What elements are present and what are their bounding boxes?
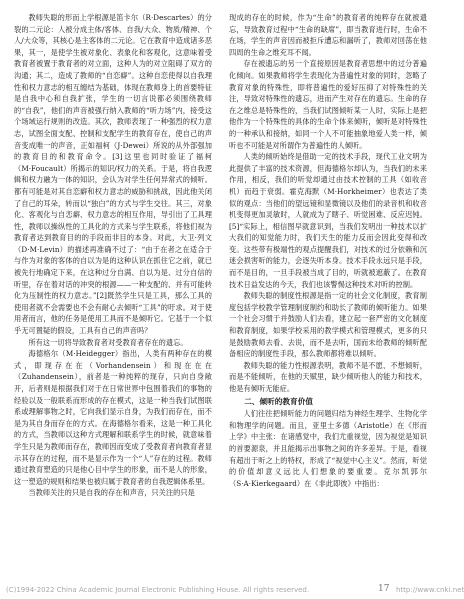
copyright-notice: (C)1994-2022 China Academic Journal Electronic Publishing House. All rights reserved.	[6, 586, 310, 594]
body-paragraph: 当教师关注的只是自我的存在和声音，只关注的只是	[28, 488, 195, 498]
body-paragraph: 教师失聪的形而上学根源是笛卡尔（R·Descartes）的分裂的二元论：人被分成主体/客体、自我/大众、物质/精神、个人/大众等，其核心是主客体的二元论。它在教育中造成诸多恶果，其一，是使学生被对象化、表象化和客观化，这意味着受教育者被置于教育者的对立面，这种人为的对立阻碍了双方的沟通；其二，造成了教师的“自恋癖”。这种自恋使得以自我理性和权力意志的相互缠结为基础，体现在教师身上的首要特征是自我中心和自我扩张，学生的一切言说都必须围绕教师的“自我”，他们的声音被强行纳入教师的“听力场”内，接受这个场域运行规则的改造。其次，教师表现了一种强烈的权力意志，试图全面支配、控制和支配学生的教育存在，使自己的声音变成唯一的声音，正如福柯（J·Dewei）所说的从外部强加的教育目的和教育命令。[3]这里也同时验证了福柯（M·Foucault）所揭示的知识/权力的关系。于是，将自我逻辑和权力融为一体的知识，会认为对学生任何异常式的倾听。都有可能是对其自恋癖和权力意志的威胁和挑战，因此他关闭了自己的耳朵，转而以“独白”的方式与学生交往。其三，对象化、客观化与自恋癖、权力意志的相互作用，导引出了工具理性，教师以操纵性的工具化的方式来与学生联系，将他们视为教育者达到教育目的的手段而非目的本身。对此，大卫·列文（D·M·Levin）的描述再准确不过了：“由于在者之在适合于与作为对象的客体的自以为是的这种认识在抓住它之前，就已被先行地确定下来，在这种过分自满、自以为是、过分自信的听里，存在着对话的冲突的根源——一种支配的、并有可能转化为压制性的权力意志。”[2]既然学生只是工具，那么工具的使用者就不会需要也不会有耐心去倾听“工具”的吁求。对于使用者而言，他的任务是使用工具而不是倾听它。它基于一个似乎无可置疑的假设，工具有自己的声音吗？	[14, 13, 212, 336]
right-column	[229, 12, 427, 489]
body-paragraph: 海德格尔（M·Heidegger）指出，人类有两种存在的模式，即现存在在（Vorhandensein）和现在在在（Zuhandensein），前者是一种纯粹的现存，只向自身敞开，后者则是根据我们对于在日常世界中包围着我们的事物的经验以及一般联系而形成的存在模式，这是一种当我们试图联系或理解事物之时，它向我们显示自身，为我们而存在，而不是为其自身而存在的方式。在海德格尔看来，这是一种工具化的方式，当教师以这种方式理解和联系学生的时候，就意味着学生只是为教师而存在，教师因而变成了受教育者向教育者显示其存在的过程，而不是显示作为一个“人”存在的过程。教师通过教育塑造的只是他心目中学生的形象，而不是人的形象，这一塑造的规则和结果也被归属于教育者的自我逻辑体系里。	[14, 349, 212, 486]
page-number: 17	[378, 584, 390, 594]
body-paragraph: 现成的存在的时候，作为“生命”的教育者的纯粹存在就被遗忘，导致教育过程中“生命的缺席”，即当教育进行时，生命不在场，学生的声音因而被拒斥遭忘和漏听了，教师对回荡在他四周的生命之维充耳不闻。	[229, 13, 427, 57]
body-paragraph: 存在被遗忘的另一个直接原因是教育者思想中的过分普遍化倾向。如果教师将学生表现化为普遍性对象的同时，忽略了教育对象的特殊性，即将普遍性的爱好压抑了对特殊性的关注，导致对特殊性的遗忘，进而产生对存在的遗忘。生命的存在之维总是特殊性的，当我们试图倾听某一人时，实际上是把他作为一个特殊性的具体的生命个体来倾听，倾听是对特殊性的一种承认和接纳，如同一个人不可能抽象地爱人类一样，倾听也不可能是对所谓作为普遍性的人倾听。	[229, 59, 427, 150]
page-footer	[0, 584, 464, 598]
section-heading: 二、倾听的教育价值	[244, 396, 313, 406]
body-paragraph: 人类的倾听始终是借助一定的技术手段，现代工业文明为此提供了丰富的技术资源，但海德格尔却认为，当我们的未来作用，相反，我们的听觉却通过由技术控制的工具（如收音机）而趋于衰弱。霍克海默（M·Horkheimer）也表达了类似的观点：当他们的望远镜和显微镜以及他们的录音机和收音机变得更加灵敏时，人就成为了瞎子、听觉困难、反应迟钝。[5]“实际上，相信图早就意识到，当我们发明出一种技术以扩大我们的知觉能力时，我们天生的能力反而会因此变得和改变。这些带有极端性的观点提醒我们，对技术的过分依赖和沉迷会损害听的能力，会逐失听本身。技术手段永远只是手段，而不是目的，一旦手段被当成了目的，听就被遮蔽了。在教育技术日益发达的今天，我们也该警惕这种技术对听的控制。	[229, 152, 427, 289]
body-paragraph: 教师失聪的制度性根源是指一定的社会文化制度，教育制度包括学校教学管理制度制约和助长了教师的倾听能力。如果一个社会习惯于并鼓励人们去看，建立起一套严密的文化制度和教育制度，如果学校采用的教学模式和管理模式，更多的只是鼓励教师去看、去说，而不是去听，国而未给教师的倾听配备相应的制度性手段，那么教师都将难以倾听。	[229, 291, 427, 359]
body-paragraph: 人们往往把倾听能力的问题归结为神经生理学、生物化学和物理学的问题。而且，亚里士多德（Aristotle）在《形而上学》中主张：在诸感觉中，我们尤重视觉，因为视觉是知识的首要源泉，并且能揭示出事物之间的许多差异。于是，看视有超出于听之上的特权，形成了“视觉中心主义”。然而，听觉的价值却意义远比人们想象的要重要。克尔凯郭尔（S·A·Kierkegaard）在《非此即彼》中指出：	[229, 409, 427, 488]
body-paragraph: 所有这一切将导致教育者对受教育者存在的遗忘。	[28, 337, 188, 347]
body-paragraph: 教师失聪的能力性根源表明，教师不是不愿、不想倾听，而是不能倾听，在他的天赋里，缺少倾听他人的能力和技术，他是有倾听无能症。	[229, 360, 427, 393]
publisher-url[interactable]: http://www.cnki.net	[396, 586, 464, 594]
left-column	[14, 12, 212, 499]
